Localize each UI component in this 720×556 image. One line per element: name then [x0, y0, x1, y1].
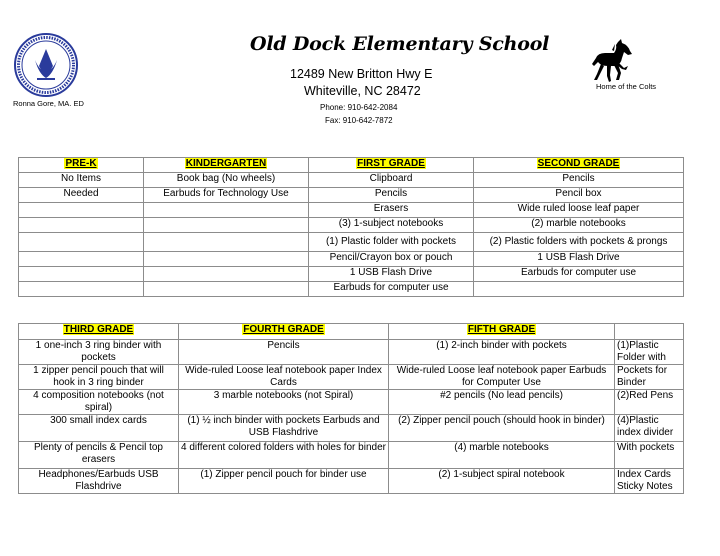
table-row	[19, 233, 684, 252]
table-row	[19, 442, 684, 469]
table-cell: #2 pencils (No lead pencils)	[389, 390, 615, 415]
mascot-caption: Home of the Colts	[596, 82, 657, 91]
table-cell: (2) marble notebooks	[474, 218, 684, 233]
colt-mascot-icon	[588, 36, 636, 84]
column-header: FOURTH GRADE	[179, 324, 389, 340]
column-header	[615, 324, 684, 340]
table-cell: 1 one-inch 3 ring binder with pockets	[19, 340, 179, 365]
table-row	[19, 188, 684, 203]
table-cell: Pockets for Binder	[615, 365, 684, 390]
supply-table-k2	[18, 157, 684, 297]
table-cell	[144, 233, 309, 252]
table-cell: Index Cards Sticky Notes	[615, 469, 684, 494]
table-cell: Earbuds for computer use	[474, 267, 684, 282]
table-cell: (2)Red Pens	[615, 390, 684, 415]
table-row	[19, 469, 684, 494]
table-cell: (2) Plastic folders with pockets & prongs	[474, 233, 684, 252]
table-cell	[144, 203, 309, 218]
table-cell: Wide-ruled Loose leaf notebook paper Earbuds for Computer Use	[389, 365, 615, 390]
table-cell: 1 zipper pencil pouch that will hook in 3 ring binder	[19, 365, 179, 390]
table-cell: Pencils	[309, 188, 474, 203]
address-line-1: 12489 New Britton Hwy E	[290, 67, 433, 81]
table-cell: 300 small index cards	[19, 415, 179, 442]
table-cell: 3 marble notebooks (not Spiral)	[179, 390, 389, 415]
table-cell: No Items	[19, 173, 144, 188]
table-cell	[19, 267, 144, 282]
table-row	[19, 415, 684, 442]
table-cell: Earbuds for computer use	[309, 282, 474, 297]
table-cell: Wide ruled loose leaf paper	[474, 203, 684, 218]
table-cell: (1) Zipper pencil pouch for binder use	[179, 469, 389, 494]
column-header: KINDERGARTEN	[144, 158, 309, 173]
column-header: SECOND GRADE	[474, 158, 684, 173]
column-header: THIRD GRADE	[19, 324, 179, 340]
column-header: FIFTH GRADE	[389, 324, 615, 340]
table-row	[19, 267, 684, 282]
table-cell: With pockets	[615, 442, 684, 469]
table-cell: (1) ½ inch binder with pockets Earbuds and USB Flashdrive	[179, 415, 389, 442]
table-cell	[144, 282, 309, 297]
table-row	[19, 390, 684, 415]
table-cell	[144, 218, 309, 233]
table-cell	[19, 252, 144, 267]
address-line-2: Whiteville, NC 28472	[304, 84, 421, 98]
table-row	[19, 173, 684, 188]
supply-table-3-5	[18, 323, 684, 494]
table-header-row	[19, 158, 684, 173]
table-cell: Needed	[19, 188, 144, 203]
table-cell: (1)Plastic Folder with	[615, 340, 684, 365]
table-cell: 4 different colored folders with holes for binder	[179, 442, 389, 469]
table-cell: (1) Plastic folder with pockets	[309, 233, 474, 252]
table-cell: Wide-ruled Loose leaf notebook paper Index Cards	[179, 365, 389, 390]
school-name: Old Dock Elementary School	[250, 33, 550, 55]
table-cell: Erasers	[309, 203, 474, 218]
table-row	[19, 203, 684, 218]
table-cell: (2) 1-subject spiral notebook	[389, 469, 615, 494]
table-cell	[19, 233, 144, 252]
table-cell: (4) marble notebooks	[389, 442, 615, 469]
table-cell: Pencils	[474, 173, 684, 188]
table-row	[19, 218, 684, 233]
table-cell: 1 USB Flash Drive	[474, 252, 684, 267]
table-cell: Pencils	[179, 340, 389, 365]
table-cell: Headphones/Earbuds USB Flashdrive	[19, 469, 179, 494]
table-cell: 4 composition notebooks (not spiral)	[19, 390, 179, 415]
table-cell: Book bag (No wheels)	[144, 173, 309, 188]
table-cell: Earbuds for Technology Use	[144, 188, 309, 203]
column-header: FIRST GRADE	[309, 158, 474, 173]
table-cell	[19, 218, 144, 233]
table-row	[19, 252, 684, 267]
table-cell	[19, 282, 144, 297]
column-header: PRE-K	[19, 158, 144, 173]
school-seal-logo	[13, 32, 79, 98]
phone-number: Phone: 910-642-2084	[320, 103, 398, 112]
table-cell: (3) 1-subject notebooks	[309, 218, 474, 233]
table-row	[19, 365, 684, 390]
table-row	[19, 340, 684, 365]
table-header-row	[19, 324, 684, 340]
table-cell	[144, 267, 309, 282]
fax-number: Fax: 910-642-7872	[325, 116, 393, 125]
table-cell	[19, 203, 144, 218]
principal-name: Ronna Gore, MA. ED	[13, 99, 84, 108]
table-cell	[474, 282, 684, 297]
table-cell: Clipboard	[309, 173, 474, 188]
table-cell: Pencil box	[474, 188, 684, 203]
table-cell	[144, 252, 309, 267]
table-cell: (1) 2-inch binder with pockets	[389, 340, 615, 365]
table-row	[19, 282, 684, 297]
table-cell: Pencil/Crayon box or pouch	[309, 252, 474, 267]
table-cell: 1 USB Flash Drive	[309, 267, 474, 282]
table-cell: Plenty of pencils & Pencil top erasers	[19, 442, 179, 469]
table-cell: (2) Zipper pencil pouch (should hook in binder)	[389, 415, 615, 442]
table-cell: (4)Plastic index divider	[615, 415, 684, 442]
